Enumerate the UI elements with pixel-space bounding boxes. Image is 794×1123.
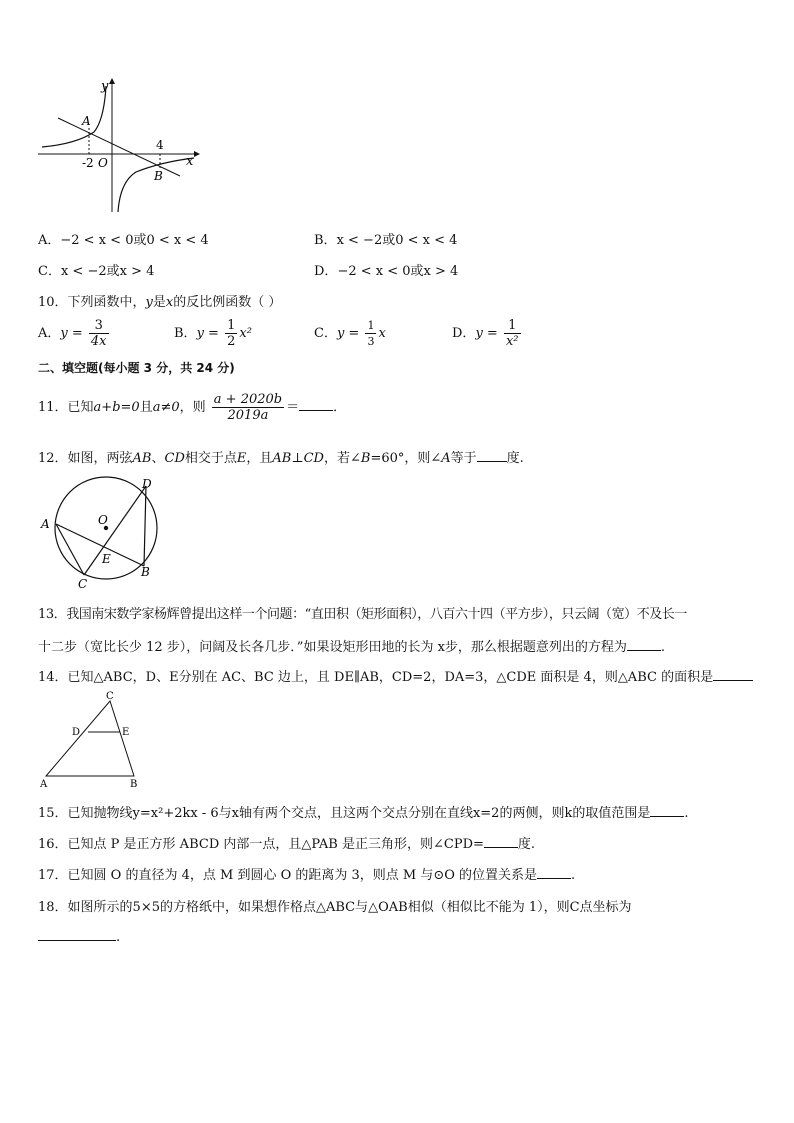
- y-axis-arrow: [109, 78, 115, 84]
- label-o: O: [98, 513, 108, 527]
- q10-option-c-label: C．: [314, 326, 337, 341]
- q10-option-c-num: 1: [367, 319, 375, 332]
- q10-option-a-num: 3: [89, 318, 109, 334]
- q13-line1: 13．我国南宋数学家杨辉曾提出这样一个问题：“直田积（矩形面积），八百六十四（平方步），只云阔（宽）不及长一: [38, 607, 687, 622]
- q9-option-c-text: x < −2或x > 4: [60, 264, 155, 279]
- q12-text-c: ，且: [246, 451, 273, 466]
- q10-option-d-label: D．: [452, 326, 476, 341]
- q9-option-d-text: −2 < x < 0或x > 4: [337, 264, 459, 279]
- q9-option-b: [314, 229, 457, 248]
- q11-prefix: 11．已知: [38, 400, 94, 415]
- label-y: y: [101, 79, 109, 94]
- circle-figure: [36, 474, 166, 594]
- label-e: E: [102, 552, 111, 566]
- q10-option-a-fraction: [89, 318, 109, 349]
- q12-end: 度.: [506, 451, 524, 466]
- q10-option-d-den: x²: [505, 334, 519, 349]
- q13-line2-text: 十二步（宽比长少 12 步），问阔及长各几步．”如果设矩形田地的长为 x步，那么根据题意列出的方程为: [38, 640, 627, 655]
- q9-option-b-label: B．: [314, 233, 337, 248]
- q16: [38, 833, 535, 852]
- q9-option-a-text: −2 < x < 0或0 < x < 4: [60, 233, 209, 248]
- q18-answer-line: [38, 928, 120, 945]
- q13-end: .: [660, 640, 666, 655]
- q10-option-b-tail: x²: [239, 326, 252, 341]
- q10-option-c-den: 3: [367, 335, 375, 348]
- q12-text-e: =60°，则∠: [370, 451, 442, 466]
- q10-option-a-den: 4x: [90, 334, 107, 349]
- q17-answer-blank[interactable]: [537, 866, 571, 879]
- q11: [38, 392, 346, 423]
- q18-answer-blank[interactable]: [38, 928, 116, 941]
- q12-text-f: 等于: [450, 451, 477, 466]
- label-b: B: [154, 169, 163, 183]
- q13-answer-blank[interactable]: [627, 638, 661, 651]
- q10-option-b-lhs: y =: [196, 326, 219, 341]
- label-b: B: [130, 779, 138, 790]
- q9-option-d: [314, 260, 458, 279]
- q10-option-b-fraction: [225, 318, 237, 349]
- label-a: A: [41, 517, 50, 531]
- q10-option-c-lhs: y =: [336, 326, 360, 341]
- q10-prefix: 10．下列函数中，: [38, 295, 146, 310]
- q16-answer-blank[interactable]: [484, 835, 518, 848]
- label-c: C: [78, 577, 88, 591]
- q17-text: 17．已知圆 O 的直径为 4，点 M 到圆心 O 的距离为 3，则点 M 与⊙O 的位置关系是: [38, 868, 538, 883]
- q16-text: 16．已知点 P 是正方形 ABCD 内部一点，且△PAB 是正三角形，则∠CPD=: [38, 837, 484, 852]
- q10-mid: 是: [152, 295, 166, 310]
- q15-text: 15．已知抛物线y=x²+2kx - 6与x轴有两个交点，且这两个交点分别在直线x=2的两侧，则k的取值范围是: [38, 806, 651, 821]
- q14: [38, 666, 753, 685]
- q12-text-a: 12．如图，两弦: [38, 451, 133, 466]
- q11-fraction: [212, 392, 284, 423]
- q10-suffix: 的反比例函数（ ）: [173, 295, 282, 310]
- q10-option-a-lhs: y =: [60, 326, 83, 341]
- label-d: D: [72, 727, 81, 738]
- chord-cd: [84, 486, 146, 575]
- section-title: 二、填空题(每小题 3 分，共 24 分): [38, 361, 235, 375]
- triangle-figure: [36, 690, 146, 790]
- q15-answer-blank[interactable]: [650, 804, 684, 817]
- q12-sep: 、: [151, 451, 165, 466]
- q11-mid: 且: [139, 400, 153, 415]
- triangle-abc: [46, 701, 134, 776]
- q12-e: E: [236, 451, 247, 466]
- segment-db: [144, 486, 146, 566]
- q12-perp: AB⊥CD: [272, 451, 324, 466]
- q11-num: a + 2020b: [213, 392, 283, 407]
- q16-end: 度.: [517, 837, 536, 852]
- label-origin: O: [98, 156, 108, 170]
- q9-option-a: [38, 229, 209, 248]
- label-a: A: [40, 779, 48, 790]
- q14-answer-blank[interactable]: [713, 668, 753, 681]
- q11-answer-blank[interactable]: [299, 398, 333, 411]
- hyperbola-figure: [36, 76, 201, 216]
- q9-option-c: [38, 260, 154, 279]
- q11-end: ．: [333, 400, 347, 415]
- q10-option-b-den: 2: [227, 334, 236, 349]
- q10-option-b-num: 1: [227, 318, 236, 333]
- q11-mid2: ，则: [179, 400, 206, 415]
- q10-stem: [38, 291, 281, 310]
- q12-answer-blank[interactable]: [477, 449, 507, 462]
- label-e: E: [122, 727, 130, 738]
- label-b: B: [141, 565, 150, 579]
- q13-line2: [38, 636, 665, 655]
- q12-text-b: 相交于点: [184, 451, 237, 466]
- q15: [38, 802, 688, 821]
- q10-option-a: [38, 318, 111, 349]
- tick-neg2: -2: [82, 156, 94, 170]
- q11-cond1: a+b=0: [93, 400, 140, 415]
- q10-var-y: y: [145, 295, 153, 310]
- tick-4: 4: [156, 138, 164, 152]
- q11-den: 2019a: [227, 408, 269, 423]
- q12-b: B: [360, 451, 371, 466]
- q12-ab: AB: [132, 451, 152, 466]
- q10-option-d-num: 1: [504, 318, 521, 334]
- q14-text: 14．已知△ABC，D、E分别在 AC、BC 边上，且 DE∥AB，CD=2，DA=3，△CDE 面积是 4，则△ABC 的面积是: [38, 670, 714, 685]
- q10-option-c: [314, 318, 386, 349]
- q11-suffix: ＝: [286, 400, 300, 415]
- q10-option-b: [174, 318, 252, 349]
- q11-cond2: a≠0: [152, 400, 180, 415]
- q10-option-d-fraction: [504, 318, 521, 349]
- q18: 18．如图所示的5×5的方格纸中，如果想作格点△ABC与△OAB相似（相似比不能为 1），则C点坐标为: [38, 900, 632, 915]
- x-axis-arrow: [194, 151, 200, 157]
- label-x: x: [186, 154, 194, 169]
- chord-ab: [56, 524, 144, 566]
- q12-a: A: [441, 451, 451, 466]
- q17-end: .: [571, 868, 576, 883]
- q10-var-x: x: [165, 295, 174, 310]
- hyperbola-right-branch: [118, 158, 194, 212]
- q10-option-c-tail: x: [378, 326, 386, 341]
- q17: [38, 864, 575, 883]
- label-d: D: [142, 477, 152, 491]
- q10-option-d-lhs: y =: [475, 326, 498, 341]
- hyperbola-left-branch: [42, 86, 106, 147]
- q15-end: .: [684, 806, 689, 821]
- q10-option-c-fraction: [365, 318, 376, 349]
- q12-cd: CD: [164, 451, 185, 466]
- label-c: C: [106, 691, 114, 702]
- q10-option-d: [452, 318, 523, 349]
- q10-option-a-label: A．: [38, 326, 61, 341]
- q9-option-d-label: D．: [314, 264, 338, 279]
- q12-text-d: ，若∠: [323, 451, 361, 466]
- q10-option-b-label: B．: [174, 326, 197, 341]
- q12: [38, 447, 524, 466]
- q9-option-c-label: C．: [38, 264, 61, 279]
- q9-option-a-label: A．: [38, 233, 61, 248]
- q18-end: .: [116, 930, 121, 945]
- label-a: A: [82, 114, 91, 128]
- q9-option-b-text: x < −2或0 < x < 4: [336, 233, 458, 248]
